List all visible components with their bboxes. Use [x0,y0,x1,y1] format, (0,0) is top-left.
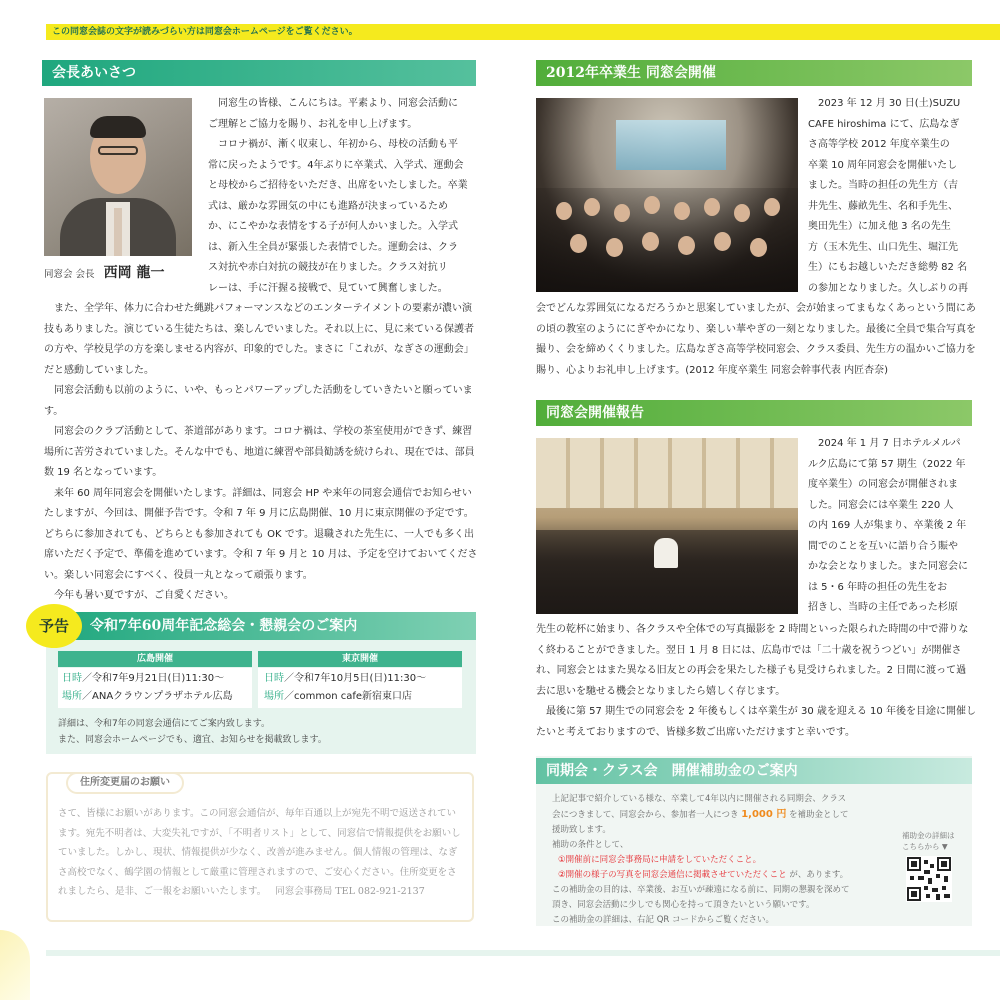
hiroshima-label: 広島開催 [58,651,252,667]
qr-caption [902,830,955,852]
place-value: ／common cafe新宿東口店 [284,691,413,702]
text-line: の内 169 人が集まり、卒業後 2 年 [808,520,967,531]
president-photo [44,98,192,256]
paragraph: 今年も暑い夏ですが、ご自愛ください。 [54,590,234,601]
text-line: 式は、厳かな雰囲気の中にも進路が決まっているため [208,200,448,212]
text-line: の参加となりました。久しぶりの再 [808,282,968,294]
text-line: 間でのことを互いに語り合う賑や [808,540,958,552]
subsidy-text [552,792,852,928]
paragraph: 来年 60 周年同窓会を開催いたします。詳細は、同窓会 HP や来年の同窓会通信でお知らせいたしますが、今回は、開催予告です。令和 7 年 9 月に広島開催、10 月に東京開催の予定です。どちらに参加されても、どちらとも参加されても OK です。退職された先生に、一人でも多く出席いただく予定で、準備を進めています。令和 7 年 9 月と 10 月は、予定を空けておいてください。楽しい同窓会にすべく、役員一丸となって頑張ります。 [44,487,478,581]
paragraph: 同窓会活動も以前のように、いや、もっとパワーアップした活動をしていきたいと願っています。 [44,385,473,417]
reunion-2012-beside-text [808,94,978,299]
text-line: 2023 年 12 月 30 日(土)SUZU [818,98,961,109]
date-value: ／令和7年9月21日(日)11:30〜 [82,673,225,684]
president-role: 同窓会 会長 [44,269,95,280]
text-line: ご理解とご協力を賜り、お礼を申し上げます。 [208,118,418,130]
paragraph: また、全学年、体力に合わせた縄跳パフォーマンスなどのエンターテイメントの要素が濃い演技もありました。演じている生徒たちは、楽しんでいました。それ以上に、見に来ている保護者の方や、学校見学の方を楽しませる内容が、印象的でした。まさに「これが、なぎさの運動会」だと感動していました。 [44,303,474,376]
qr-caption-line: 補助金の詳細は [902,831,955,840]
text-line: 生）にもお越しいただき総勢 82 名 [808,262,968,273]
date-key: 日時 [264,673,284,684]
intro: 上記記事で紹介している様な、卒業して4年以内に開催される同期会、クラス会につきまして、同窓会から、参加者一人につき [552,794,847,820]
text-line: 方（玉木先生、山口先生、堀江先 [808,241,958,253]
condition-1: ①開催前に同窓会事務局に申請をしていただくこと。 [558,855,762,865]
greeting-heading: 会長あいさつ [42,60,476,86]
text-line: と母校からご招待をいただき、出席をいたしました。卒業 [208,180,468,191]
badge-label: 予告 [38,617,69,635]
text-line: ルク広島にて第 57 期生（2022 年 [808,458,966,470]
text-line: 奥田先生）に加え他 3 名の先生 [808,221,951,232]
address-change-title [66,772,184,794]
reunion-2012-body: 会でどんな雰囲気になるだろうかと思案していましたが、会が始まってまもなくあっという間にあの頃の教室のようににぎやかになり、楽しい華やぎの一刻となりました。最後に全員で集合写真を撮り、会を締めくくりました。広島なぎさ高等学校同窓会、クラス委員、先生方の温かいご協力を賜り、心よりお礼申し上げます。(2012 年度卒業生 同窓会幹事代表 内匠杏奈) [536,303,976,376]
paragraph: 同窓会のクラブ活動として、茶道部があります。コロナ禍は、学校の茶室使用ができず、練習場所に苦労されていました。そんな中でも、地道に練習や部員勧誘を続けられ、現在では、部員数 19 名となっています。 [44,426,475,478]
condition-2: ②開催の様子の写真を同窓会通信に掲載させていただくこと [558,870,787,880]
president-caption [44,262,214,284]
text-line: かな会となりました。また同窓会に [808,561,968,572]
conditions-lead: 補助の条件として、 [552,840,629,850]
office-contact: 同窓会事務局 TEL 082-921-2137 [275,886,425,897]
details-pointer: この補助金の詳細は、右記 QR コードからご覧ください。 [552,915,775,925]
hiroshima-text [62,670,233,706]
address-change-text [58,804,462,902]
report-photo [536,438,798,614]
intro-end: を補助金として援助致します。 [552,810,849,835]
announcement-badge [26,604,82,648]
purpose: この補助金の目的は、卒業後、お互いが疎遠になる前に、同期の懇親を深めて頂き、同窓会活動に少しでも関心を持って頂きたいという願いです。 [552,885,850,910]
announcement-notes [58,716,468,748]
body: さて、皆様にお願いがあります。この同窓会通信が、毎年百通以上が宛先不明で返送されています。宛先不明者は、大変失礼ですが、「不明者リスト」として、同窓信で情報提供をお願いしていました。しかし、現状、情報提供が少なく、改善が進みません。個人情報の管理は、なぎさ高校でなく、鶴学園の情報として厳重に管理されますので、ご安心ください。住所変更をされましたら、是非、ご一報をお願いいたします。 [58,808,461,897]
reunion-2012-heading: 2012年卒業生 同窓会開催 [536,60,972,86]
qr-code-icon[interactable] [906,856,952,902]
amount: 1,000 円 [741,809,787,820]
report-beside-text [808,434,978,619]
note: また、同窓会ホームページでも、適宜、お知らせを掲載致します。 [58,735,327,745]
condition-2-end: が、あります。 [789,870,849,880]
text-line: 卒業 10 周年同窓会を開催いたし [808,159,958,171]
text-line: 2024 年 1 月 7 日ホテルメルパ [818,438,961,449]
report-body [536,620,976,743]
tokyo-label: 東京開催 [258,651,462,667]
text-line: ました。当時の担任の先生方（吉 [808,180,958,191]
text-line: か、にこやかな表情をする子が何人かいました。入学式 [208,221,458,232]
text-line: 招きし、当時の主任であった杉原 [808,602,958,613]
greeting-body [44,299,478,607]
reunion-2012-photo [536,98,798,292]
text-line: ス対抗や赤白対抗の競技が在りました。クラス対抗リ [208,262,448,273]
bottom-rule [46,950,1000,956]
title-text: 住所変更届のお願い [80,777,170,788]
qr-caption-line: こちらから ▼ [902,842,948,851]
subsidy-heading: 同期会・クラス会 開催補助金のご案内 [536,758,972,784]
paragraph: 最後に第 57 期生での同窓会を 2 年後もしくは卒業生が 30 歳を迎える 10 年後を目途に開催したいと考えておりますので、皆様多数ご出席いただけますと幸いです。 [536,706,976,738]
text-line: レーは、手に汗握る接戦で、見ていて興奮しました。 [208,282,448,294]
note: 詳細は、令和7年の同窓会通信にてご案内致します。 [58,719,271,729]
date-key: 日時 [62,673,82,684]
date-value: ／令和7年10月5日(日)11:30〜 [284,673,427,684]
tokyo-text [264,670,426,706]
paragraph: 先生の乾杯に始まり、各クラスや全体での写真撮影を 2 時間といった限られた時間の中で滞りなく終わることができました。翌日 1 月 8 日には、広島市では「二十歳を祝うつどい」が開催され、同窓会とはまた異なる旧友との再会を果たした様子も見受けられました。2 日間に渡って過去に思いを馳せる機会となりましたら嬉しく存じます。 [536,624,969,697]
text-line: 同窓生の皆様、こんにちは。平素より、同窓会活動に [218,98,458,109]
greeting-beside-text [208,94,480,299]
text-line: 度卒業生）の同窓会が開催されま [808,479,958,490]
text-line: 井先生、藤畝先生、名和手先生、 [808,200,958,212]
notice-bar: この同窓会誌の文字が読みづらい方は同窓会ホームページをご覧ください。 [46,24,1000,40]
text-line: コロナ禍が、漸く収束し、年初から、母校の活動も平 [218,139,458,150]
place-value: ／ANAクラウンプラザホテル広島 [82,691,233,702]
text-line: は、新入生全員が緊張した表情でした。運動会は、クラ [208,241,458,253]
text-line: した。同窓会には卒業生 220 人 [808,499,954,511]
place-key: 場所 [62,691,82,702]
corner-decoration [0,930,30,1000]
text-line: CAFE hiroshima にて、広島なぎ [808,118,960,130]
place-key: 場所 [264,691,284,702]
report-heading: 同窓会開催報告 [536,400,972,426]
text-line: は 5・6 年時の担任の先生をお [808,581,948,593]
announcement-title: 令和7年60周年記念総会・懇親会のご案内 [90,618,358,634]
text-line: さ高等学校 2012 年度卒業生の [808,139,950,150]
text-line: 常に戻ったようです。4年ぶりに卒業式、入学式、運動会 [208,159,464,171]
president-name: 西岡 龍一 [103,265,165,281]
